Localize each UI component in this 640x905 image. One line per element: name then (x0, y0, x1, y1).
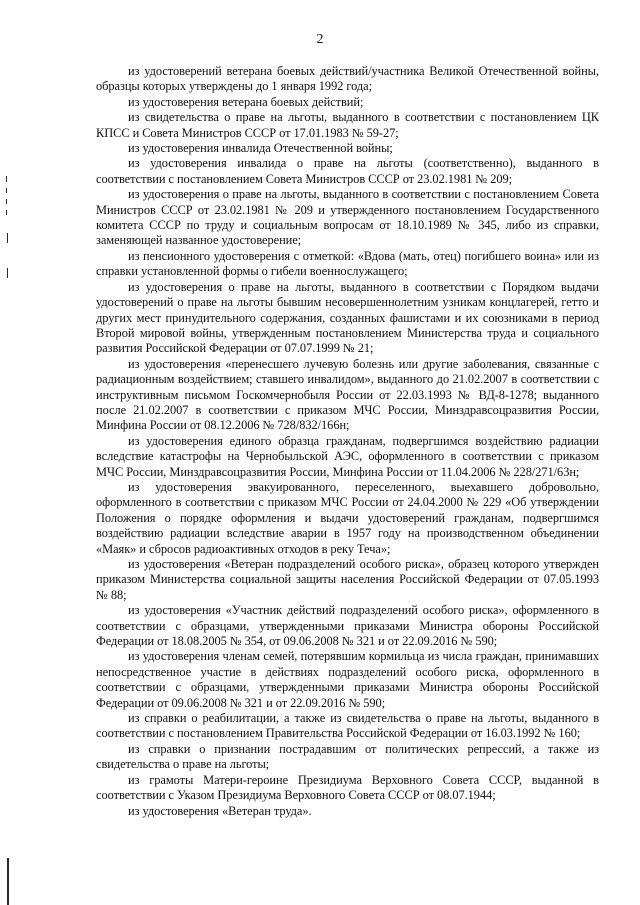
scan-artifact-mark (6, 199, 7, 204)
paragraph: из удостоверения инвалида Отечественной войны; (128, 141, 393, 156)
paragraph: из удостоверения о праве на льготы, выданного в соответствии с Порядком выдачи удостоверений о праве на льготы бывшим несовершеннолетним узникам концлагерей, гетто и других мест принудительного содержания, созданных фашистами и их союзниками в период Второй мировой войны, утвержденным постановлением Министерства труда и социального развития Российской Федерации от 07.07.1999 № 21; (96, 279, 599, 356)
scan-artifact-mark (7, 858, 9, 905)
paragraph: из справки о признании пострадавшим от политических репрессий, а также из свидетельства о праве на льготы; (96, 741, 599, 772)
paragraph: из удостоверения «Участник действий подразделений особого риска», оформленного в соответствии с образцами, утвержденными приказами Министра обороны Российской Федерации от 18.08.2005 № 354, от 09.06.2008 № 321 и от 22.09.2016 № 590; (96, 603, 599, 649)
scan-artifact-mark (6, 188, 7, 193)
paragraph: из справки о реабилитации, а также из свидетельства о праве на льготы, выданного в соответствии с постановлением Правительства Российской Федерации от 16.03.1992 № 160; (96, 711, 599, 741)
paragraph: из удостоверения членам семей, потерявшим кормильца из числа граждан, принимавших непосредственное участие в действиях подразделений особого риска, оформленного в соответствии с образцами, утвержденными приказами Министра обороны Российской Федерации от 09.06.2008 № 321 и от 22.09.2016 № 590; (96, 649, 599, 710)
document-body (96, 64, 599, 819)
paragraph: из удостоверения о праве на льготы, выданного в соответствии с постановлением Совета Министров СССР от 23.02.1981 № 209 и утвержденного постановлением Государственного комитета СССР по труду и социальным вопросам от 18.10.1989 № 345, либо из справки, заменяющей названное удостоверение; (96, 187, 599, 248)
paragraph: из удостоверения эвакуированного, переселенного, выехавшего добровольно, оформленного в соответствии с приказом МЧС России от 24.04.2000 № 229 «Об утверждении Положения о порядке оформления и выдачи удостоверений гражданам, подвергшимся воздействию радиации вследствие аварии в 1957 году на производственном объединении «Маяк» и сбросов радиоактивных отходов в реку Теча»; (96, 479, 599, 556)
paragraph: из удостоверений ветерана боевых действий/участника Великой Отечественной войны, образцы которых утверждены до 1 января 1992 года; (96, 64, 599, 94)
scan-artifact-mark (7, 268, 8, 278)
page-number: 2 (316, 32, 324, 47)
paragraph: из свидетельства о праве на льготы, выданного в соответствии с постановлением ЦК КПСС и Совета Министров СССР от 17.01.1983 № 59-27; (96, 110, 599, 140)
scan-artifact-mark (6, 176, 7, 182)
paragraph: из удостоверения «Ветеран подразделений особого риска», образец которого утвержден приказом Министерства социальной защиты населения Российской Федерации от 07.05.1993 № 88; (96, 557, 599, 602)
paragraph: из удостоверения ветерана боевых действий; (128, 94, 364, 109)
paragraph: из удостоверения инвалида о праве на льготы (соответственно), выданного в соответствии с постановлением Совета Министров СССР от 23.02.1981 № 209; (96, 156, 599, 186)
paragraph: из пенсионного удостоверения с отметкой: «Вдова (мать, отец) погибшего воина» или из справки установленной формы о гибели военнослужащего; (96, 248, 599, 279)
paragraph: из удостоверения единого образца гражданам, подвергшимся воздействию радиации вследствие катастрофы на Чернобыльской АЭС, оформленного в соответствии с приказом МЧС России, Минздравсоцразвития России, Минфина России от 11.04.2006 № 228/271/63н; (96, 433, 599, 479)
scan-artifact-mark (7, 233, 8, 243)
paragraph: из удостоверения «перенесшего лучевую болезнь или другие заболевания, связанные с радиационным воздействием; ставшего инвалидом», выданного до 21.02.2007 в соответствии с инструктивным письмом Госкомчернобыля России от 22.03.1993 № ВД-8-1278; выданного после 21.02.2007 в соответствии с приказом МЧС России, Минздравсоцразвития России, Минфина России от 08.12.2006 № 728/832/166н; (96, 356, 599, 433)
paragraph: из грамоты Матери-героине Президиума Верховного Совета СССР, выданной в соответствии с Указом Президиума Верховного Совета СССР от 08.07.1944; (96, 772, 599, 803)
paragraph: из удостоверения «Ветеран труда». (128, 803, 312, 818)
scan-artifact-mark (6, 210, 7, 215)
